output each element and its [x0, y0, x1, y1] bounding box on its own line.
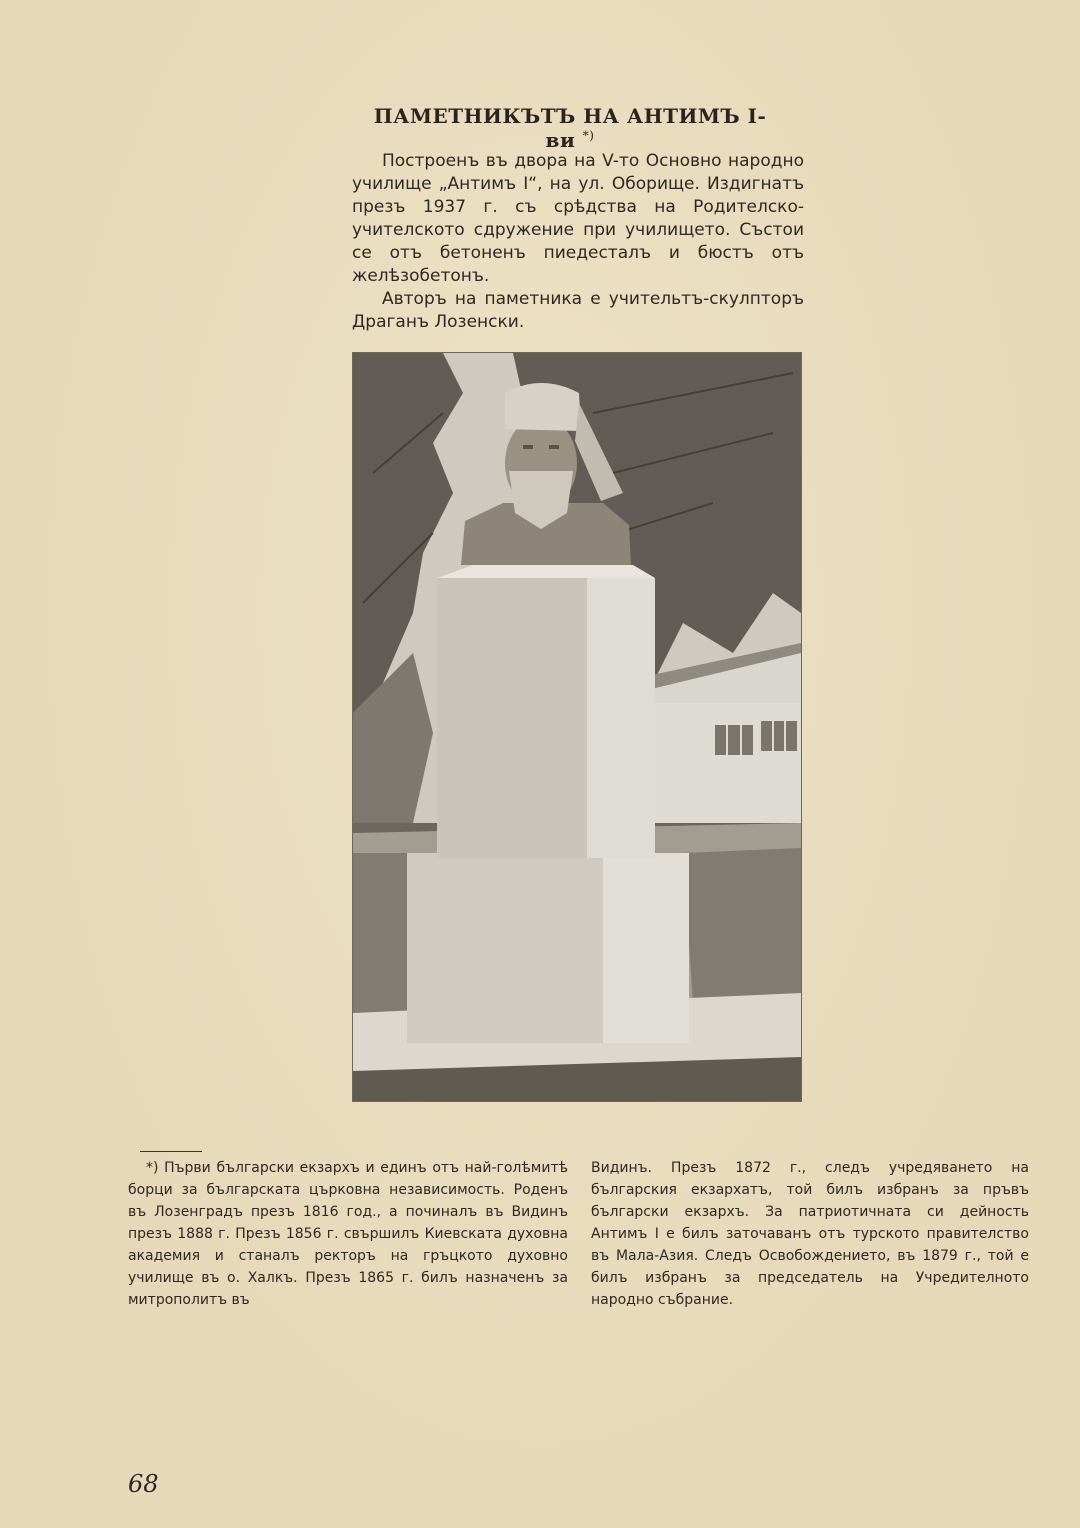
footnote-rule [140, 1151, 202, 1152]
footnote-column-right: Видинъ. Презъ 1872 г., следъ учредяването на българския екзархатъ, той билъ избранъ за пръвъ български екзархъ. За патриотичната си дейность Антимъ I е билъ заточаванъ отъ турското правителство въ Мала-Азия. Следъ Освобождението, въ 1879 г., той е билъ избранъ за председатель на Учредителното народно събрание. [591, 1160, 1029, 1308]
intro-paragraph-1: Построенъ въ двора на V-то Основно народно училище „Антимъ I“, на ул. Оборище. Издигнатъ презъ 1937 г. съ срѣдства на Родителско-учителското сдружение при училището. Състои се отъ бетоненъ пиедесталъ и бюстъ отъ желѣзобетонъ. [352, 151, 804, 286]
title-text: ПАМЕТНИКЪТЪ НА АНТИМЪ I-ви [373, 104, 767, 152]
intro-text [352, 150, 804, 334]
page-title [360, 104, 780, 152]
monument-photo [352, 352, 802, 1102]
title-footnote-mark: *) [582, 128, 595, 143]
monument-photo-image [353, 353, 801, 1101]
footnote-column-left: *) Първи български екзархъ и единъ отъ най-голѣмитѣ борци за българската църковна независимость. Роденъ въ Лозенградъ презъ 1816 год., а починалъ въ Видинъ презъ 1888 г. Презъ 1856 г. свършилъ Киевската духовна академия и станалъ ректоръ на гръцкото духовно училище въ о. Халкъ. Презъ 1865 г. билъ назначенъ за митрополитъ въ [128, 1160, 568, 1308]
intro-paragraph-2: Авторъ на паметника е учительтъ-скулпторъ Драганъ Лозенски. [352, 289, 804, 332]
page-number: 68 [128, 1470, 159, 1498]
